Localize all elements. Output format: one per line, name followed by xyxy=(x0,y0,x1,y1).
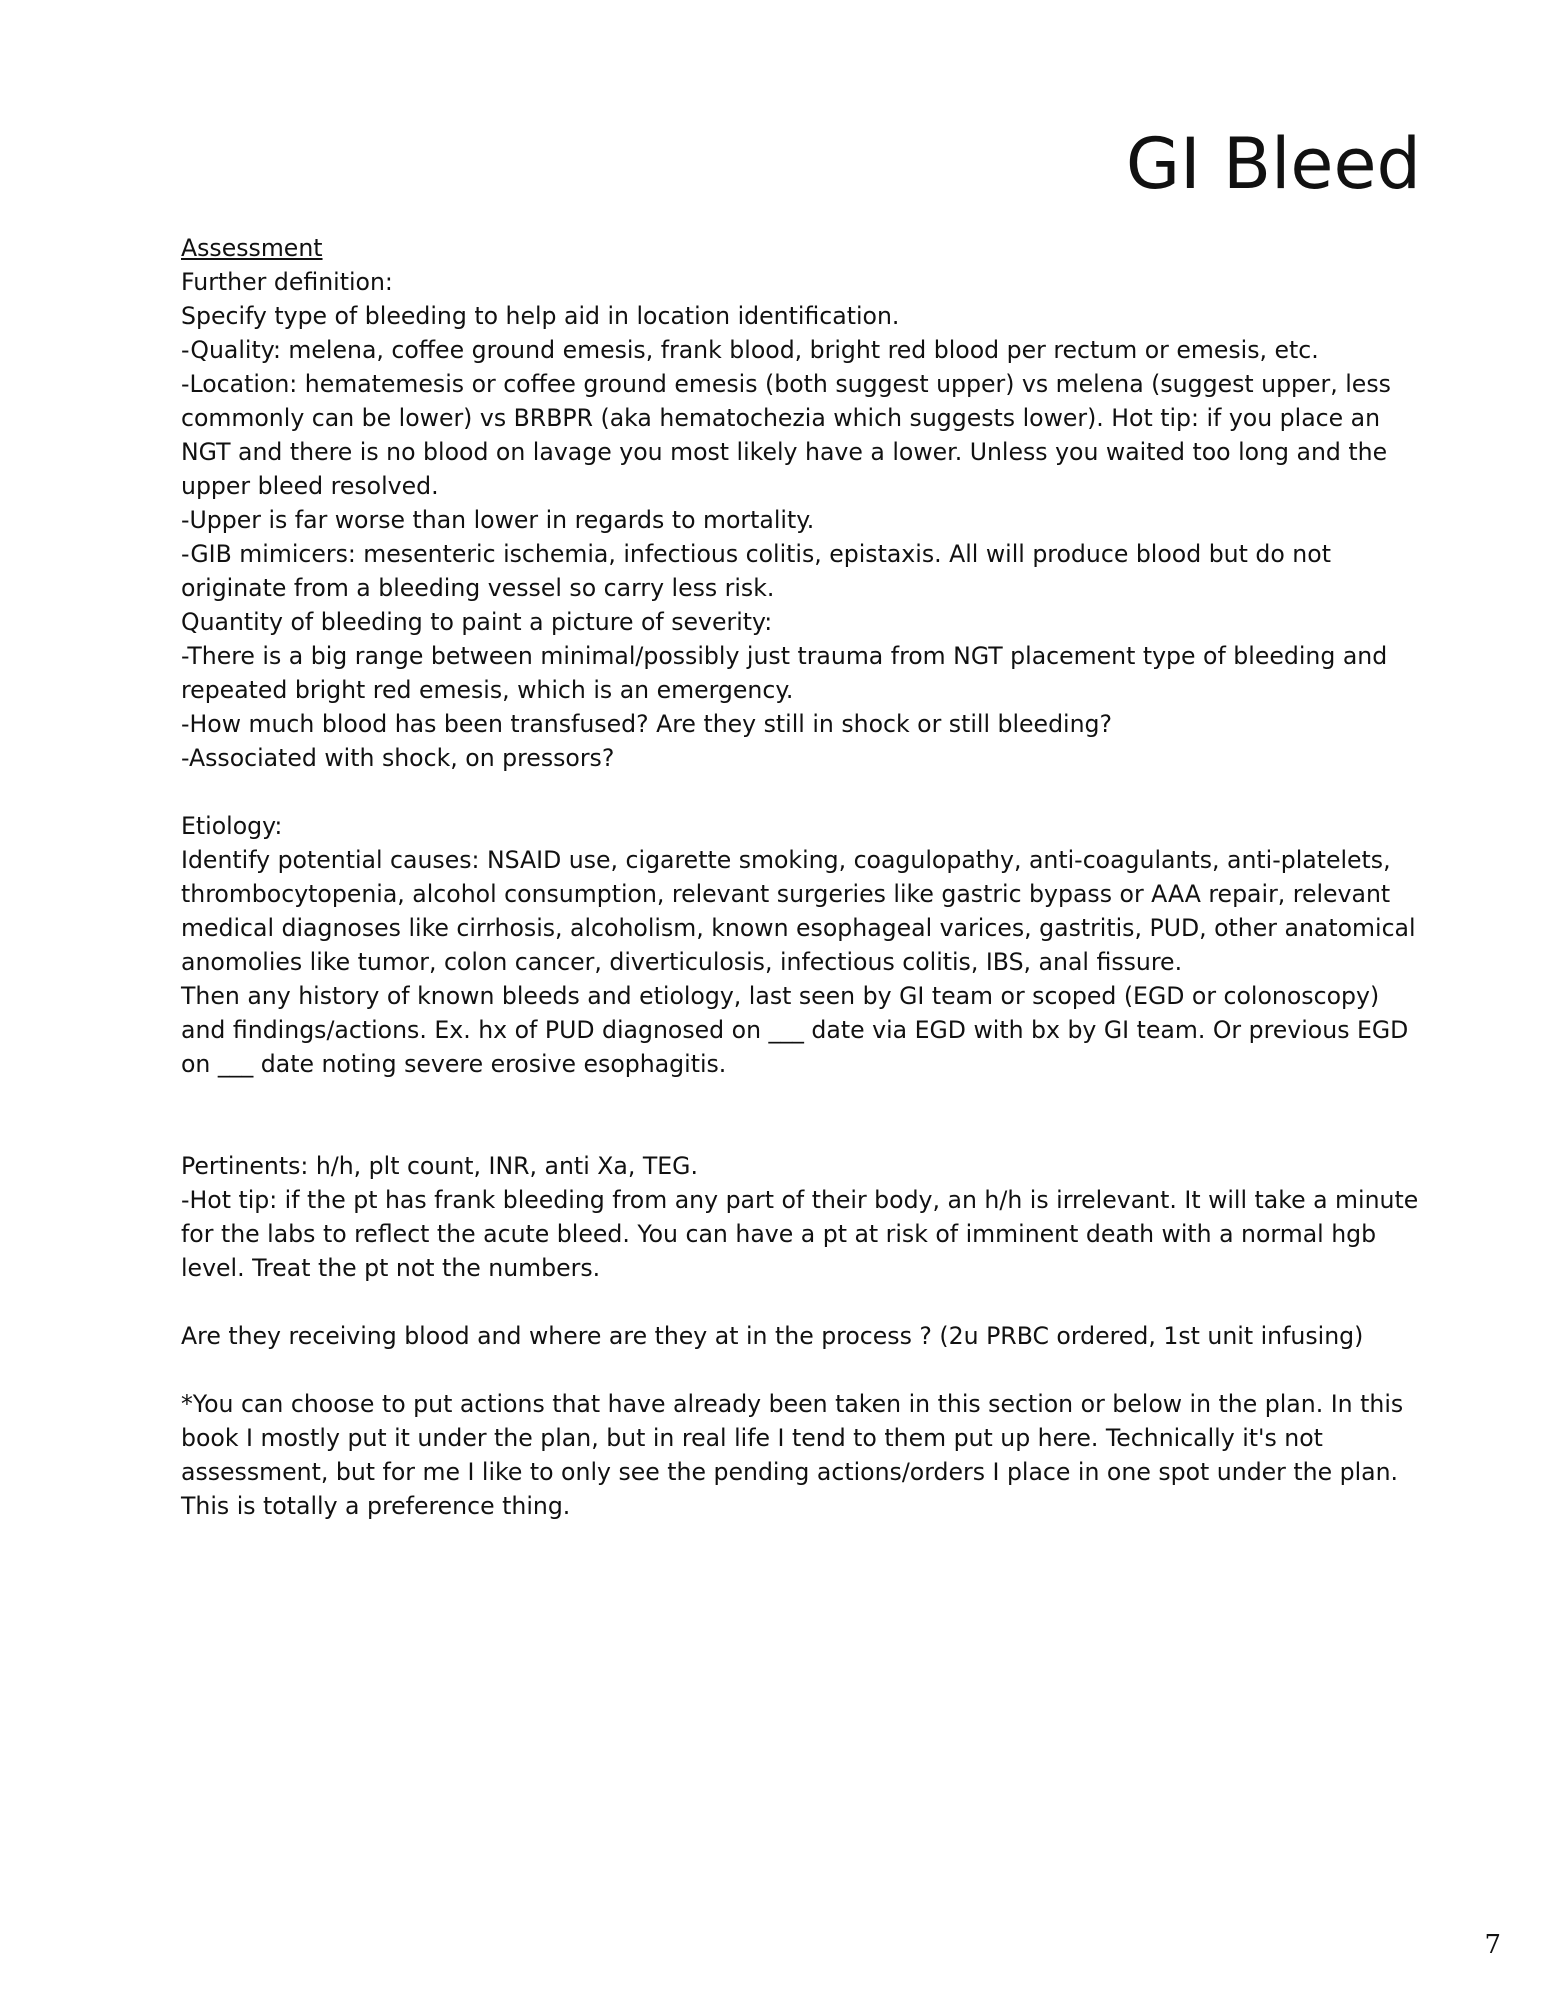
document-body xyxy=(181,231,1431,1523)
spacer xyxy=(181,1353,1431,1387)
upper-mortality-paragraph: -Upper is far worse than lower in regards to mortality. xyxy=(181,506,815,534)
location-paragraph: -Location: hematemesis or coffee ground emesis (both suggest upper) vs melena (suggest upper, less commonly can be lower) vs BRBPR (aka hematochezia which suggests lower). Hot tip: if you place an NGT and there is no blood on lavage you most likely have a lower. Unless you waited too long and the upper bleed resolved. xyxy=(181,370,1391,500)
range-paragraph: -There is a big range between minimal/possibly just trauma from NGT placement type of bleeding and repeated bright red emesis, which is an emergency. xyxy=(181,642,1388,704)
pertinents-paragraph: Pertinents: h/h, plt count, INR, anti Xa, TEG. xyxy=(181,1152,698,1180)
section-heading-assessment: Assessment xyxy=(181,234,323,262)
preference-note-paragraph: *You can choose to put actions that have already been taken in this section or below in the plan. In this book I mostly put it under the plan, but in real life I tend to them put up here. Technically it's not assessment, but for me I like to only see the pending actions/orders I place in one spot under the plan. This is totally a preference thing. xyxy=(181,1390,1404,1520)
quantity-label: Quantity of bleeding to paint a picture of severity: xyxy=(181,608,773,636)
quality-paragraph: -Quality: melena, coffee ground emesis, frank blood, bright red blood per rectum or emesis, etc. xyxy=(181,336,1319,364)
further-definition-intro: Specify type of bleeding to help aid in location identification. xyxy=(181,302,900,330)
etiology-label: Etiology: xyxy=(181,812,283,840)
blood-question-paragraph: Are they receiving blood and where are they at in the process ? (2u PRBC ordered, 1st unit infusing) xyxy=(181,1322,1364,1350)
mimicers-paragraph: -GIB mimicers: mesenteric ischemia, infectious colitis, epistaxis. All will produce blood but do not originate from a bleeding vessel so carry less risk. xyxy=(181,540,1331,602)
shock-paragraph: -Associated with shock, on pressors? xyxy=(181,744,615,772)
transfused-paragraph: -How much blood has been transfused? Are they still in shock or still bleeding? xyxy=(181,710,1113,738)
spacer xyxy=(181,775,1431,809)
spacer xyxy=(181,1285,1431,1319)
page-title: GI Bleed xyxy=(1125,123,1421,205)
spacer xyxy=(181,1081,1431,1149)
further-definition-label: Further definition: xyxy=(181,268,393,296)
hot-tip-paragraph: -Hot tip: if the pt has frank bleeding from any part of their body, an h/h is irrelevant. It will take a minute for the labs to reflect the acute bleed. You can have a pt at risk of imminent death with a normal hgb level. Treat the pt not the numbers. xyxy=(181,1186,1419,1282)
etiology-causes-paragraph: Identify potential causes: NSAID use, cigarette smoking, coagulopathy, anti-coagulants, anti-platelets, thrombocytopenia, alcohol consumption, relevant surgeries like gastric bypass or AAA repair, relevant medical diagnoses like cirrhosis, alcoholism, known esophageal varices, gastritis, PUD, other anatomical anomolies like tumor, colon cancer, diverticulosis, infectious colitis, IBS, anal fissure. xyxy=(181,846,1416,976)
etiology-history-paragraph: Then any history of known bleeds and etiology, last seen by GI team or scoped (EGD or colonoscopy) and findings/actions. Ex. hx of PUD diagnosed on ___ date via EGD with bx by GI team. Or previous EGD on ___ date noting severe erosive esophagitis. xyxy=(181,982,1409,1078)
page-number: 7 xyxy=(1484,1930,1501,1960)
